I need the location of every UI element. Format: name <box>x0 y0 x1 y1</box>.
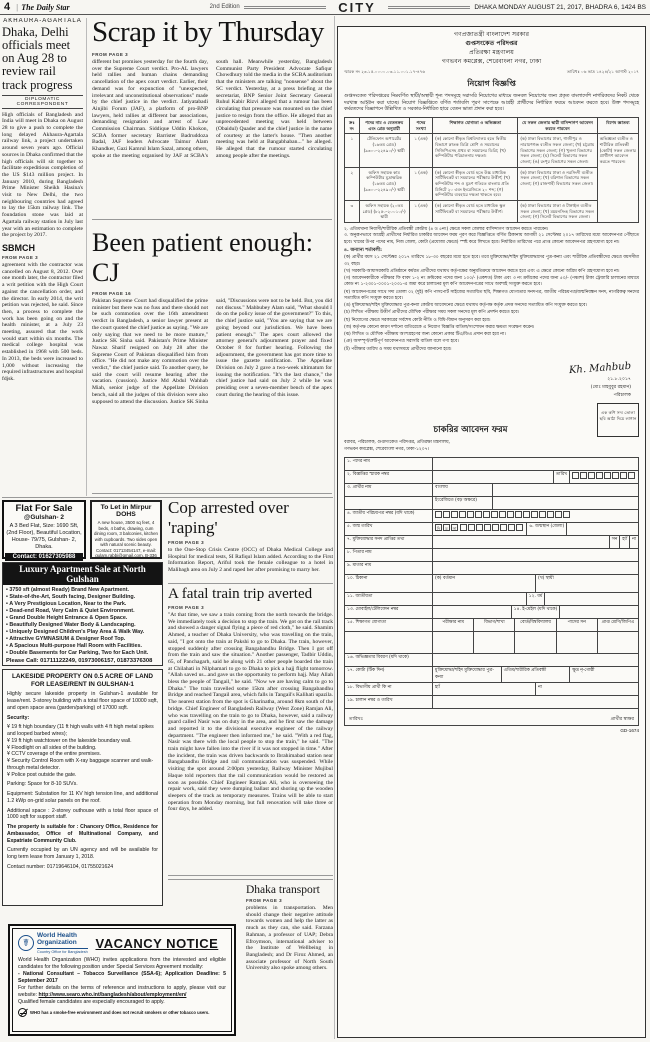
ad-bullet: • State-of-the-Art, South facing, Designer Building. <box>6 594 159 601</box>
form-row-contact <box>345 606 638 619</box>
masthead <box>0 0 650 15</box>
cell-districts: (ক) ঢাকা বিভাগের ঢাকা, গাজীপুর ও নারায়ণগঞ্জ ব্যতীত সকল জেলা; (খ) চট্টগ্রাম বিভাগের সকল জেলা; (গ) খুলনা বিভাগের সকল জেলা; (ঘ) সিলেট বিভাগের সকল জেলা; (ঙ) রংপুর বিভাগের সকল জেলা। <box>518 134 597 167</box>
article-headline: Cop arrested over 'raping' <box>168 498 289 537</box>
condition-text: (ঞ) অসম্পূর্ণ/ত্রুটিপূর্ণ আবেদনপত্র সরাসরি বাতিল বলে গণ্য হবে। <box>344 339 459 345</box>
cell-qualification: (ক) কোনো স্বীকৃত বোর্ড হতে মাধ্যমিক স্কুল সার্টিফিকেট বা সমমানের পরীক্ষায় উত্তীর্ণ। <box>433 201 518 223</box>
cell-post: অফিস সহায়ক কাম কম্পিউটার মুদ্রাক্ষরিক (১৬তম গ্রেড) (৯৩০০-২২৪৯০/-) স্থায়ী <box>359 167 409 200</box>
notice-intro: গুপ্তসংকেত পরিদপ্তরের নিম্নবর্ণিত স্থায়ী/অস্থায়ী শূন্য পদসমূহে সরাসরি নিয়োগের মাধ্যমে জনবল নিয়োগের জন্য প্রকৃত বাংলাদেশি নাগরিকদের নিকট থেকে দরখাস্ত আহ্বান করা যাচ্ছে। নিয়োগ বিজ্ঞপ্তিতে বর্ণিত শর্তাবলি পূরণ সাপেক্ষে আগ্রহী প্রার্থীদের নির্ধারিত ফরমে আবেদন করতে হবে। উক্ত পদসমূহে কর্মরতদের বিজ্ঞাপনে উল্লিখিত ও সরকার-নির্ধারিত হারে বেতন ভাতা প্রদান করা হবে। <box>344 93 639 113</box>
ad-contact: Please Call: 01711122249, 01973006157, 01873376308 <box>6 658 153 665</box>
condition-text: (ঝ) লিখিত ও মৌখিক পরীক্ষায় অংশগ্রহণের জন্য কোনো প্রকার টিএ/ডিএ প্রদান করা হবে না। <box>344 332 506 338</box>
field-label-date: তারিখ <box>554 471 570 483</box>
edu-input[interactable] <box>433 632 474 653</box>
field-input[interactable] <box>560 606 638 618</box>
condition-3: ৩. অনুরূপভাবে আগ্রহী প্রার্থীদের নির্ধারিত চাকরির আবেদন ফরম পূরণ করে বিজ্ঞপ্তিতে বর্ণিত ঠিকানায় আগামী ২১ সেপ্টেম্বর ২০১৭ তারিখের মধ্যে আবেদনপত্র পৌঁছাতে হবে। খামের উপর পদের নাম, নিজ জেলা, কোটা (প্রযোজ্য ক্ষেত্রে) স্পষ্ট করে লিখতে হবে। নির্ধারিত তারিখের পরে প্রাপ্ত কোনো আবেদনপত্র গ্রহণযোগ্য হবে না। <box>344 233 639 245</box>
signature-date: ২১.৮.২০১৭ <box>607 376 631 382</box>
gd-code: GD-1674 <box>620 728 639 734</box>
field-label-email: ১৪. ই-মেইল (যদি থাকে) <box>512 606 560 618</box>
field-label: ৭. মুক্তিযোদ্ধার সনদ প্রাপ্তির তথ্য <box>345 536 433 548</box>
ad-luxury-apartment <box>2 562 163 666</box>
field-label: ১৩. মোবাইল/টেলিফোন নম্বর <box>345 606 433 618</box>
ad-body: A 3 Bed Flat, Size: 1690 Sft, (2nd Floor), Beautiful Location, House- 79/75, Gulshan- 2, Dhaka. <box>6 523 82 550</box>
gov-line-1: গণপ্রজাতন্ত্রী বাংলাদেশ সরকার <box>453 31 530 38</box>
form-row-address <box>345 575 638 593</box>
article-cop-arrested <box>168 498 333 584</box>
article-body: High officials of Bangladesh and India will meet in Dhaka on August 28 to give a push to complete the long delayed Akhaura-Agartala railway link, a project undertaken around seven years ago. Official sources in Dhaka confirmed that the high officials will sit together to facilitate expeditious completion of the US $143 million project. In January 2010, during Bangladesh Prime Minister Sheikh Hasina's visit to New Delhi, the two neighbouring countries had agreed to lay the 15km railway link. The foundation stone was laid at Agartala railway station in July last year with an estimation to complete the project by 2017. <box>2 111 83 239</box>
edu-input[interactable] <box>598 632 638 653</box>
dob-unit-month: ম <box>443 524 450 531</box>
col-post: পদের নাম ও বেতনক্রম এবং গ্রেড অনুযায়ী <box>359 118 409 134</box>
memo-number: স্মারক নং ২৩.১৫.০০০০.০৩.১১.০০১.১৭-৪৭৬ <box>344 68 426 74</box>
form-date-label: তারিখঃ <box>349 717 364 723</box>
field-label: ৪. জাতীয় পরিচয়পত্র নম্বর (যদি থাকে) <box>345 510 433 522</box>
ad-flat-for-sale <box>2 500 86 559</box>
condition-text: (ঘ) আবেদনপত্রের সাথে সদ্য তোলা ০২ (দুই) কপি পাসপোর্ট সাইজের সত্যায়িত ছবি, শিক্ষাগত যোগ্যতার সনদপত্র, জাতীয় পরিচয়পত্র/জন্মনিবন্ধন সনদ, নাগরিকত্ব সনদের সত্যায়িত কপি সংযুক্ত করতে হবে। <box>344 289 639 301</box>
edu-col-exam: পরীক্ষার নাম <box>433 619 474 631</box>
form-address-1: বরাবর, পরিচালক, গুপ্তসংকেত পরিদপ্তর, প্রতিরক্ষা মন্ত্রণালয়, <box>344 439 450 445</box>
condition-text: (ঙ) মুক্তিযোদ্ধা/শহিদ মুক্তিযোদ্ধার পুত্র-কন্যা কোটায় আবেদনের ক্ষেত্রে যথাযথ কর্তৃপক্ষ কর্তৃক প্রদত্ত সনদের সত্যায়িত কপি সংযুক্ত করতে হবে। <box>344 303 588 309</box>
article-been-patient-enough <box>92 224 332 494</box>
ad-bullet: • 3750 sft (almost Ready) Brand New Apartment. <box>6 587 159 594</box>
field-sublabel: ইংরেজিতে (বড় অক্ষরে) <box>433 497 493 509</box>
dob-unit-boxes[interactable] <box>433 523 527 535</box>
edu-col-group: বিভাগ/শাখা <box>474 619 515 631</box>
cell-count: ১ (এক) <box>409 201 433 223</box>
cell-qualification: (ক) কোনো স্বীকৃত বোর্ড হতে উচ্চ মাধ্যমিক সার্টিফিকেট বা সমমানের পরীক্ষায় উত্তীর্ণ; (খ) কম্পিউটার শব্দ ও মুদ্রণ গতিতে বাংলায় প্রতি মিনিটে ২০ এবং ইংরেজিতে ২০ শব্দ; (গ) কম্পিউটার ব্যবহারে দক্ষতা থাকতে হবে। <box>433 167 518 200</box>
condition-item <box>344 318 639 324</box>
article-byline: DIPLOMATIC CORRESPONDENT <box>2 95 83 109</box>
handwritten-signature: Kh. Mahbub <box>568 360 632 377</box>
cell-serial: ২ <box>345 167 360 200</box>
field-sublabel: বাংলায় <box>433 484 493 496</box>
rule-left <box>244 6 327 9</box>
table-header-row <box>345 118 639 134</box>
ad-to-let-mirpur-dohs <box>90 500 162 559</box>
who-org-line2: Organization <box>37 938 77 946</box>
option-yes[interactable]: হ্যাঁ <box>620 536 630 548</box>
notice-letterhead <box>344 31 639 67</box>
table-row <box>345 201 639 223</box>
field-input[interactable] <box>433 654 638 666</box>
form-row-experience <box>345 654 638 667</box>
edu-col-board: বোর্ড/বিশ্ববিদ্যালয় <box>515 619 556 631</box>
ad-bullet: • A Spacious Multi-purpose Hall Room with Facilities. <box>6 643 159 650</box>
applicant-signature-label: প্রার্থীর স্বাক্ষর <box>610 717 634 723</box>
edu-input[interactable] <box>557 632 598 653</box>
field-input[interactable] <box>493 497 638 509</box>
memo-date: তারিখঃ ০৬ ভাদ্র ১৪২৪/২১ আগস্ট ২০১৭ <box>566 68 639 74</box>
col-districts: যে সকল জেলার স্থায়ী বাসিন্দাগণ আবেদন করতে পারবেন <box>518 118 597 134</box>
form-row-memo <box>345 471 638 484</box>
condition-item <box>344 290 639 303</box>
column-rule <box>334 16 335 1039</box>
col-count: পদের সংখ্যা <box>409 118 433 134</box>
who-position-line: - National Consultant – Tobacco Surveillance (SSA-6); Application Deadline: 5 September 2017 <box>18 970 226 984</box>
who-logo-icon: ☤ <box>18 935 34 951</box>
who-paragraph-1: World Health Organization (WHO) invites applications from the interested and eligible candidates for the following position under Special Services Agreement modality: <box>18 956 226 970</box>
ad-bullet: • A Very Prestigious Location, Near to the Park. <box>6 601 159 608</box>
ad-bullet: • Uniquely Designed Children's Play Area & Walk Way. <box>6 629 159 636</box>
condition-2: ২. এতিমখানা নিবাসী/শারীরিক প্রতিবন্ধী কোটায় (৪ ও ৫নং) ক্ষেত্রে সকল জেলার বাসিন্দাগণ আবেদন করতে পারবেন। <box>344 227 549 233</box>
field-input[interactable] <box>493 484 638 496</box>
field-input[interactable] <box>433 562 638 574</box>
condition-item <box>344 339 639 345</box>
cell-count: ১ (এক) <box>409 134 433 167</box>
who-paragraph-3: Qualified female candidates are especially encouraged to apply. <box>18 998 165 1005</box>
col-qualification: শিক্ষাগত যোগ্যতা ও অভিজ্ঞতা <box>433 118 518 134</box>
nid-digit-boxes[interactable] <box>433 510 638 522</box>
notice-conditions <box>344 227 639 353</box>
ad-contact: Contact: 01627305988 <box>5 553 83 561</box>
form-row-nid <box>345 510 638 523</box>
article-headline: Dhaka transport <box>246 884 320 896</box>
article-dhaka-transport <box>246 884 333 1039</box>
field-label <box>345 497 433 509</box>
date-digit-boxes[interactable] <box>570 471 638 483</box>
ad-title: Luxury Apartment Sale at North Gulshan <box>3 563 162 585</box>
field-label-birthplace: ৬. জন্মস্থান (জেলা) <box>527 523 567 535</box>
table-row <box>345 167 639 200</box>
article-kicker: AKHAURA-AGARTALA <box>3 18 82 24</box>
condition-text: (জ) কর্তৃপক্ষ কোনো কারণ দর্শানো ব্যতিরেকে এ নিয়োগ বিজ্ঞপ্তি বাতিল/সংশোধন করার ক্ষমতা সংরক্ষণ করেন। <box>344 324 535 330</box>
ad-bullet-list <box>3 585 162 657</box>
field-label: ২. বিজ্ঞপ্তির স্মারক নম্বর <box>345 471 433 483</box>
form-row-education-header <box>345 619 638 632</box>
section-title: CITY <box>338 0 376 15</box>
security-list <box>7 724 158 778</box>
field-input[interactable] <box>545 593 638 605</box>
condition-item <box>344 310 639 316</box>
signature-block <box>344 356 631 399</box>
field-input[interactable] <box>433 549 638 561</box>
form-address-2: গণভবন কমপ্লেক্স, শেরেবাংলা নগর, ঢাকা-১২০৭। <box>344 446 430 452</box>
form-row-departmental <box>345 683 638 696</box>
table-row <box>345 134 639 167</box>
option-yes[interactable]: হ্যাঁ <box>433 683 536 695</box>
cell-districts: (ক) ঢাকা বিভাগের ঢাকা ও টাঙ্গাইল ব্যতীত সকল জেলা; (খ) ময়মনসিংহ বিভাগের সকল জেলা; (গ) সিলেট বিভাগের সকল জেলা। <box>518 201 597 223</box>
col-serial: ক্রঃ নং <box>345 118 360 134</box>
article-headline: A fatal train trip averted <box>168 586 313 602</box>
recruitment-notice <box>337 26 646 1038</box>
condition-text: (ছ) নিয়োগের ক্ষেত্রে সরকারের সর্বশেষ কোটা নীতি ও বিধি-বিধান অনুসরণ করা হবে। <box>344 317 491 323</box>
notice-title: নিয়োগ বিজ্ঞপ্তি <box>467 78 516 88</box>
ad-occupancy: Currently occupied by an UN agency and will be available for long term lease from January 1, 2018. <box>7 847 158 861</box>
field-label: ১০. ঠিকানা <box>345 575 433 592</box>
field-input[interactable] <box>433 458 638 470</box>
option-no[interactable]: না <box>538 684 542 690</box>
security-item: ¥ Floodlight on all sides of the building. <box>7 745 158 752</box>
ad-bullet: • Grand Double Height Entrance & Open Space. <box>6 615 159 622</box>
application-form <box>344 457 639 726</box>
field-label: ১৬. অভিজ্ঞতার বিবরণ (যদি থাকে) <box>345 654 433 666</box>
quota-option-ff[interactable]: মুক্তিযোদ্ধা/শহিদ মুক্তিযোদ্ধার পুত্র-কন্যা <box>433 667 502 682</box>
cell-serial: ১ <box>345 134 360 167</box>
security-heading: Security: <box>7 714 30 721</box>
gov-line-4: গণভবন কমপ্লেক্স, শেরেবাংলা নগর, ঢাকা <box>441 57 542 65</box>
edu-col-grade: প্রাপ্ত শ্রেণি/জিপিএ <box>601 620 635 626</box>
field-label: ৯. মাতার নাম <box>345 562 433 574</box>
edu-input[interactable] <box>515 632 556 653</box>
field-input[interactable] <box>433 593 527 605</box>
condition-item <box>344 276 639 289</box>
ad-equipment: Equipment: Substation for 11 KV high tension line, and additional 1.2 kWp on-grid solar panels on the roof. <box>7 791 158 804</box>
jump-body: agreement with the contractor was cancelled on August 8, 2012. Over one month later, the contractor filed a writ petition with the High Court against the cancellation order, and the director. In early 2014, the writ petition was rejected, he said. Since then, a process to complete the work has been going on and the health minister, at a July 23 meeting, assured that the work would start within six months. The medical college hospital was established in 1968 with 500 beds. In 2013, the beds were increased to 1,000 without increasing the required infrastructures and hospital fdjsk. <box>2 261 83 382</box>
article-akhaura-agartala <box>2 18 87 496</box>
from-page-label: FROM PAGE 3 <box>246 898 283 903</box>
condition-item <box>344 303 639 309</box>
security-item: ¥ 19 ft high boundary (11 ft high walls with 4 ft high metal spikes and looped barbed wires); <box>7 724 158 738</box>
from-page-label: FROM PAGE 3 <box>2 254 39 260</box>
other-conditions-list <box>344 255 639 353</box>
dob-unit-day: দি <box>436 526 441 532</box>
newspaper-brand: The Daily Star <box>21 2 70 12</box>
article-headline: Been patient enough: CJ <box>92 228 313 287</box>
article-body: "At that time, we saw a train coming from the north towards the bridge. We immediately took a decision to stop the train. We got on the rail track and showed a danger signal flying a piece of red cloth," he said. Shamim Ahmed, a teacher of Dhaka University, who was travelling on the train, said, "I got onto the train at Pakshi to go to Dhaka. The train, however, stopped suddenly after crossing Bangabandhu Bridge. Then I got off from the train and saw the situation." Another passenger, Tadbir Uddin, 65, of Panchagarh, said he along with 21 other people boarded the train at Chilahati in Nilphamari to go to Dhaka to pick a hajj flight tomorrow. "Allah saved us...and gave us the opportunity to perform hajj. May Allah bless the people of Tangail," he said. "Now we are having calm to go to Dhaka." The train travelled some 15km after crossing Bangabandhu Bridge and reached Tangail area, which falls in Tangail's Kalihati upazila. The nearest station from the spot is Gharinatha, around 8km south of the bridge. Chief Engineer of Bangladesh Railway (West Zone) Ramjan Ali, who was travelling on the train to go to Dhaka, however, said a railway guard called Nasir was on duty in the area, and he first saw the damage and reported it to the divisional executive engineer of the railway department. "The engineer then informed me," he said. "With a red flag, Nasir was there with the local people to stop the train," he said. "The train might have fallen into the river if it was not stopped in time." After the incident, the train was driven backwards to Ibrahimabad station near Bangabandhu Bridge and rail communication was suspended. While visiting the spot around 2:00pm yesterday, Railway Minister Mujibul Haque told reporters that the rail communication would be restored as soon as possible. Chief Engineer Ramjan Ali, who is overseeing the repair work, said they were dumping ballast and shoring up the wooden sleepers of the track as temporary measures. Trains will be able to start operation from Monday morning, but full renovation will take three or four days, he added. <box>168 612 333 813</box>
article-fatal-train-trip <box>168 586 333 876</box>
ad-bullet: • Dead-end Road, Very Calm & Quiet Environment. <box>6 608 159 615</box>
ad-bullet: • Beautifully Designed Water Body & Landscaping. <box>6 622 159 629</box>
field-input[interactable] <box>433 606 512 618</box>
ad-parking: Parking: Space for 8-10 SUVs. <box>7 781 78 788</box>
jump-headline-sbmch: SBMCH <box>2 242 35 253</box>
who-paragraph-2: For further details on the terms of reference and instructions to apply, please visit our website: <box>18 984 226 998</box>
edu-col-year: পাসের সন <box>557 619 598 631</box>
condition-item <box>344 347 639 353</box>
who-header <box>18 933 226 954</box>
field-input[interactable] <box>567 523 638 535</box>
condition-item <box>344 255 639 268</box>
who-footer <box>18 1008 226 1017</box>
ad-subtitle: @Gulshan- 2 <box>24 514 64 521</box>
horizontal-rule <box>168 879 333 880</box>
article-body: problems in transportation. Men should change their negative attitude towards women and help the latter as much as they can, she said. Farzana Rahman, a professor of UAP; Debra Efroymson, international adviser to the Institute of Wellbeing in Bangladesh; and Dr Firoz Ahmed, an associate professor of North South University also spoke among others. <box>246 905 333 972</box>
ad-bullet: • Attractive GYMNASIUM & Designer Roof Top. <box>6 636 159 643</box>
field-label: ১৯. চালান নম্বর ও তারিখ <box>345 696 433 708</box>
condition-text: (ক) প্রার্থীর বয়স ২১ সেপ্টেম্বর ২০১৭ তারিখে ১৮-৩০ বছরের মধ্যে হতে হবে। তবে মুক্তিযোদ্ধা/শহিদ মুক্তিযোদ্ধাদের পুত্র-কন্যা এবং শারীরিক প্রতিবন্ধীদের ক্ষেত্রে বয়সসীমা ৩২ বছর। <box>344 255 639 267</box>
field-label: ১৭. কোটা (টিক দিন) <box>345 667 433 682</box>
edition-label: 2nd Edition <box>209 4 240 10</box>
security-item: ¥ 19 ft high watchtower on the lakeside boundary wall. <box>7 738 158 745</box>
article-headline: Dhaka, Delhi officials meet on Aug 28 to review rail track progress <box>2 25 73 92</box>
form-signature-row <box>345 709 638 725</box>
field-label: ৮. পিতার নাম <box>345 549 433 561</box>
cell-remarks: অভিজ্ঞতা ব্যতীত ও শারীরিক প্রতিবন্ধী (কোটা) সকল জেলার প্রার্থীগণ আবেদন করতে পারবেন। <box>597 134 638 223</box>
article-body: different but promises yesterday for the fourth day, over the Supreme Court verdict. Pro-AL lawyers held rallies and human chains demanding cancellation of the apex court verdict. Earlier, their demand was for expunction of "unexpected, irrelevant and unconstitutional observations" made by the chief justice in the verdict. Jatiyatabadi Ainjibi Forum (JAF), a platform of pro-BNP lawyers, held rallies at different bar associations, demanding resignation and arrest of Law Commission Chairman. Siddique Uddin Khokon, SCBA former secretary Barrister Badruddoza Badal, JAF leaders Advocate Taimur Alam Khandker, Gazi Kamrul Islam Sazal, among others, spoke at the meeting organised by JAF at SCBA's south hall. Meanwhile yesterday, Bangladesh Communist Party President Advocate Safiqur Chowdhury told the media in the SCBA auditorium that the ministers are talking "nonsense" about the SC verdict. Yesterday, at a press briefing at the secretariat, BNP Senior Joint Secretary General Ruhul Kabir Rizvi alleged that a rumour has been circulating that pressure was mounted on the chief justice to resign from the office. He alleged that an unprecedented meeting was held between (Obaidul) Quader and the chief justice in the name of courtesy at the latter's house. "Then another meeting was held at Bangabhaban..." he alleged. He alleged that the rumour started circulating among people after the meetings. <box>92 59 332 159</box>
who-org-name <box>37 933 88 954</box>
cell-qualification: (ক) কোনো স্বীকৃত বিশ্ববিদ্যালয় হতে দ্বিতীয় বিভাগে স্নাতক ডিগ্রি শ্রেণি ও সমমানের সিজিপিএসহ প্রথম বা সমমানের ডিগ্রি; (খ) কম্পিউটার পরিচালনায় দক্ষতা। <box>433 134 518 167</box>
quota-option-ethnic[interactable]: ক্ষুদ্র নৃ-গোষ্ঠী <box>572 668 595 674</box>
from-page-label: FROM PAGE 16 <box>92 291 132 296</box>
condition-text: (খ) সরকারি-আধাসরকারি প্রতিষ্ঠানে কর্মরত প্রার্থীদের যথাযথ কর্তৃপক্ষের অনুমতিক্রমে আবেদন করতে হবে এবং এ ক্ষেত্রে কোনো অগ্রিম কপি গ্রহণযোগ্য হবে না। <box>344 268 620 274</box>
cell-serial: ৩ <box>345 201 360 223</box>
who-footer-text: WHO has a smoke-free environment and does not recruit smokers or other tobacco users. <box>30 1009 210 1015</box>
ad-bullet: • Double Basements for Car Parking, Two for Each Unit. <box>6 650 159 657</box>
article-body: to the One-Stop Crisis Centre (OCC) of Dhaka Medical College and Hospital for medical tests, SI Rafiqul Islam added. According to the First Information Report, Ariful took the female colleague to a hotel in Malibagh area on July 2 and raped her after promising to marry her. <box>168 547 333 574</box>
form-header <box>344 403 639 437</box>
form-row-education-blank <box>345 632 638 654</box>
field-label: ১১. জাতীয়তা <box>345 593 433 605</box>
vacancy-notice-title: VACANCY NOTICE <box>95 935 219 951</box>
from-page-label: FROM PAGE 3 <box>168 605 205 610</box>
form-row-challan <box>345 696 638 709</box>
security-item: ¥ Police post outside the gate. <box>7 772 158 779</box>
ad-title: LAKESIDE PROPERTY ON 0.5 ACRE OF LAND FOR LEASE/RENT IN GULSHAN-1 <box>12 673 153 688</box>
ad-intro: Highly secure lakeside property in Gulshan-1 available for lease/rent. 3-storey building with a total floor space of 10000 sqft, and open space area (garden/parking) of 17000 sqft. <box>7 691 158 711</box>
security-item: ¥ Security Control Room with X-ray baggage scanner and walk-through metal detector. <box>7 758 158 772</box>
dob-unit-year: সা <box>452 526 457 532</box>
security-item: ¥ CCTV coverage of the entire premises. <box>7 751 158 758</box>
gov-line-2: গুপ্তসংকেত পরিদপ্তর <box>465 39 518 47</box>
field-label: ৩. প্রার্থীর নাম <box>345 484 433 496</box>
divider: | <box>16 2 19 12</box>
ad-who-vacancy-notice <box>8 924 236 1036</box>
field-label: ১৫. শিক্ষাগত যোগ্যতা <box>345 619 433 631</box>
article-body: Pakistan Supreme Court had disqualified the prime minister but there was no fuss and there should not be such commotion over the 16th amendment verdict in Bangladesh, a senior lawyer present at the court quoted the chief justice as saying. "We are only saying that we need to be more mature," Justice SK Sinha said. Pakistan's Prime Minister Nawaz Sharif resigned on July 28 after the Supreme Court of Pakistan disqualified him from office. "He did not make any commotion over the verdict," the chief justice said. To another query, he said the court will resume hearing after the vacation. (cussion). Justice Md Abdul Wahhab Miah, senior judge of the Appellate Division bench, said all the judges of this division were also supposed to attend the discussion. Justice SK Sinha said, "Discussions were not to be held. But, you did not discuss." Mahbubey Alam said, "What should I do on the policy issue of the government?" To this, the chief justice said, "You are saying that we are going beyond our jurisdiction. We have been patient enough." The apex court allowed the attorney general's adjournment prayer and fixed October 8 for further hearing. Following the adjournment, the government has got more time to issue the gazette notification. The Appellate Division on July 2 gave a two-week ultimatum for issuing the notification. "It's the last chance," the chief justice had said on July 2 while he was presiding over a seven-member bench of the apex court during the hearing of this issue. <box>92 298 332 405</box>
ad-contact: Contact number: 01719646104, 01755021624 <box>7 863 114 870</box>
address-present[interactable]: (ক) বর্তমান <box>433 575 536 592</box>
ad-body: A new house, 3500 sq feet, 4 beds, 4 baths, drawing, cum dining room, 3 balconies, kitchen with cupboards. Two sides open with natural scenic beauty. Contact: 01713454147, e-mail: gulam.rabbi@gmail.com. B-336 <box>94 520 158 558</box>
ad-suitable-for: The property is suitable for : Chancery Office, Residence for Ambassador, Office of Multinational Company, and Expatriate Community Club. <box>7 824 158 844</box>
article-scrap-it-by-thursday <box>92 16 332 220</box>
dateline: DHAKA MONDAY AUGUST 21, 2017, BHADRA 6, 1424 BS <box>474 3 647 11</box>
condition-text: (ট) পরীক্ষার তারিখ ও সময় যথাসময়ে প্রার্থীদের জানানো হবে। <box>344 346 452 352</box>
form-row-quota <box>345 667 638 683</box>
signatory-name: (মোঃ মাহবুবুর রহমান) <box>590 384 631 390</box>
vacancy-table <box>344 117 639 223</box>
application-form-title: চাকরির আবেদন ফরম <box>433 424 508 435</box>
field-blank <box>345 632 433 653</box>
form-row-name-en <box>345 497 638 510</box>
quota-option-orphan[interactable]: এতিম/শারীরিক প্রতিবন্ধী <box>502 667 571 682</box>
edu-input[interactable] <box>474 632 515 653</box>
field-input[interactable] <box>433 471 554 483</box>
ad-title: To Let in Mirpur DOHS <box>100 504 152 518</box>
condition-item <box>344 332 639 338</box>
no-smoking-icon <box>18 1008 27 1017</box>
cell-count: ১ (এক) <box>409 167 433 200</box>
gov-line-3: প্রতিরক্ষা মন্ত্রণালয় <box>469 48 514 56</box>
who-org-sub: Country Office for Bangladesh <box>37 949 88 954</box>
ad-additional-space: Additional space : 2-storey outhouse with a total floor space of 1000 sqft for support staff. <box>7 807 158 821</box>
ad-title: Flat For Sale <box>15 503 73 514</box>
signatory-title: পরিচালক <box>613 392 631 398</box>
field-input[interactable] <box>433 696 638 708</box>
from-page-label: FROM PAGE 3 <box>168 540 205 545</box>
condition-item <box>344 269 639 275</box>
from-page-label: FROM PAGE 3 <box>92 52 129 57</box>
field-label: ১. পদের নাম <box>345 458 433 470</box>
form-row-nationality <box>345 593 638 606</box>
form-row-mother <box>345 562 638 575</box>
form-row-name-bn <box>345 484 638 497</box>
condition-text: (চ) লিখিত পরীক্ষায় উত্তীর্ণ প্রার্থীদের মৌখিক পরীক্ষার সময় সকল সনদের মূল কপি প্রদর্শন করতে হবে। <box>344 310 520 316</box>
memo-row <box>344 69 639 76</box>
address-permanent[interactable]: (খ) স্থায়ী <box>538 576 554 582</box>
cell-post: অফিস সহায়ক (২০তম গ্রেড) (৮২৫০-২০০১০/-) স্থায়ী <box>359 201 409 223</box>
field-label: ১৮. বিভাগীয় প্রার্থী কি না <box>345 683 433 695</box>
who-website-link: http://www.searo.who.int/bangladesh/about/employment/en/ <box>38 991 187 998</box>
form-row-post-name <box>345 458 638 471</box>
cell-districts: (ক) ঢাকা বিভাগের ঢাকা ও নরসিংদী ব্যতীত সকল জেলা; (খ) বরিশাল বিভাগের সকল জেলা; (গ) রাজশাহী বিভাগের সকল জেলা। <box>518 167 597 200</box>
condition-item <box>344 325 639 331</box>
cell-post: টেলিফোন অপারেটর (১৬তম গ্রেড) (৯৩০০-২২৪৯০/-) স্থায়ী <box>359 134 409 167</box>
ad-lakeside-property <box>2 669 163 906</box>
rule-right <box>388 6 471 9</box>
field-input[interactable] <box>433 536 610 548</box>
who-org-line1: World Health <box>37 932 77 939</box>
photo-attach-box: এক কপি সদ্য তোলা ছবি আঠা দিয়ে লাগান <box>597 403 639 437</box>
form-row-father <box>345 549 638 562</box>
article-headline: Scrap it by Thursday <box>92 16 324 48</box>
field-sublabel-year: সন <box>610 536 621 548</box>
field-label-religion: ১২. ধর্ম <box>527 593 545 605</box>
who-body <box>18 957 226 1006</box>
page-number: 4 <box>4 1 11 13</box>
form-row-freedom-fighter <box>345 536 638 549</box>
option-no[interactable]: না <box>632 537 636 543</box>
condition-text: (গ) আবেদনকারীকে পরীক্ষার ফি বাবদ ১-২ নং ক্রমিকের পদের জন্য ১০০/- (একশত) টাকা এবং ৩ নং ক্রমিকের পদের জন্য ৫০/- (পঞ্চাশ) টাকা ট্রেজারি চালানের মাধ্যমে কোড নং ১-২৩০১-০০০১-২০৩১-এ জমা করে চালানের মূল কপি আবেদনপত্রের সাথে অবশ্যই সংযুক্ত করতে হবে। <box>344 276 639 288</box>
field-label: ৫. জন্ম তারিখ <box>345 523 433 535</box>
other-conditions-heading: ৪. অন্যান্য শর্তাবলী: <box>344 247 383 253</box>
form-row-dob <box>345 523 638 536</box>
col-remarks: বিশেষ জ্ঞাতব্য <box>597 118 638 134</box>
